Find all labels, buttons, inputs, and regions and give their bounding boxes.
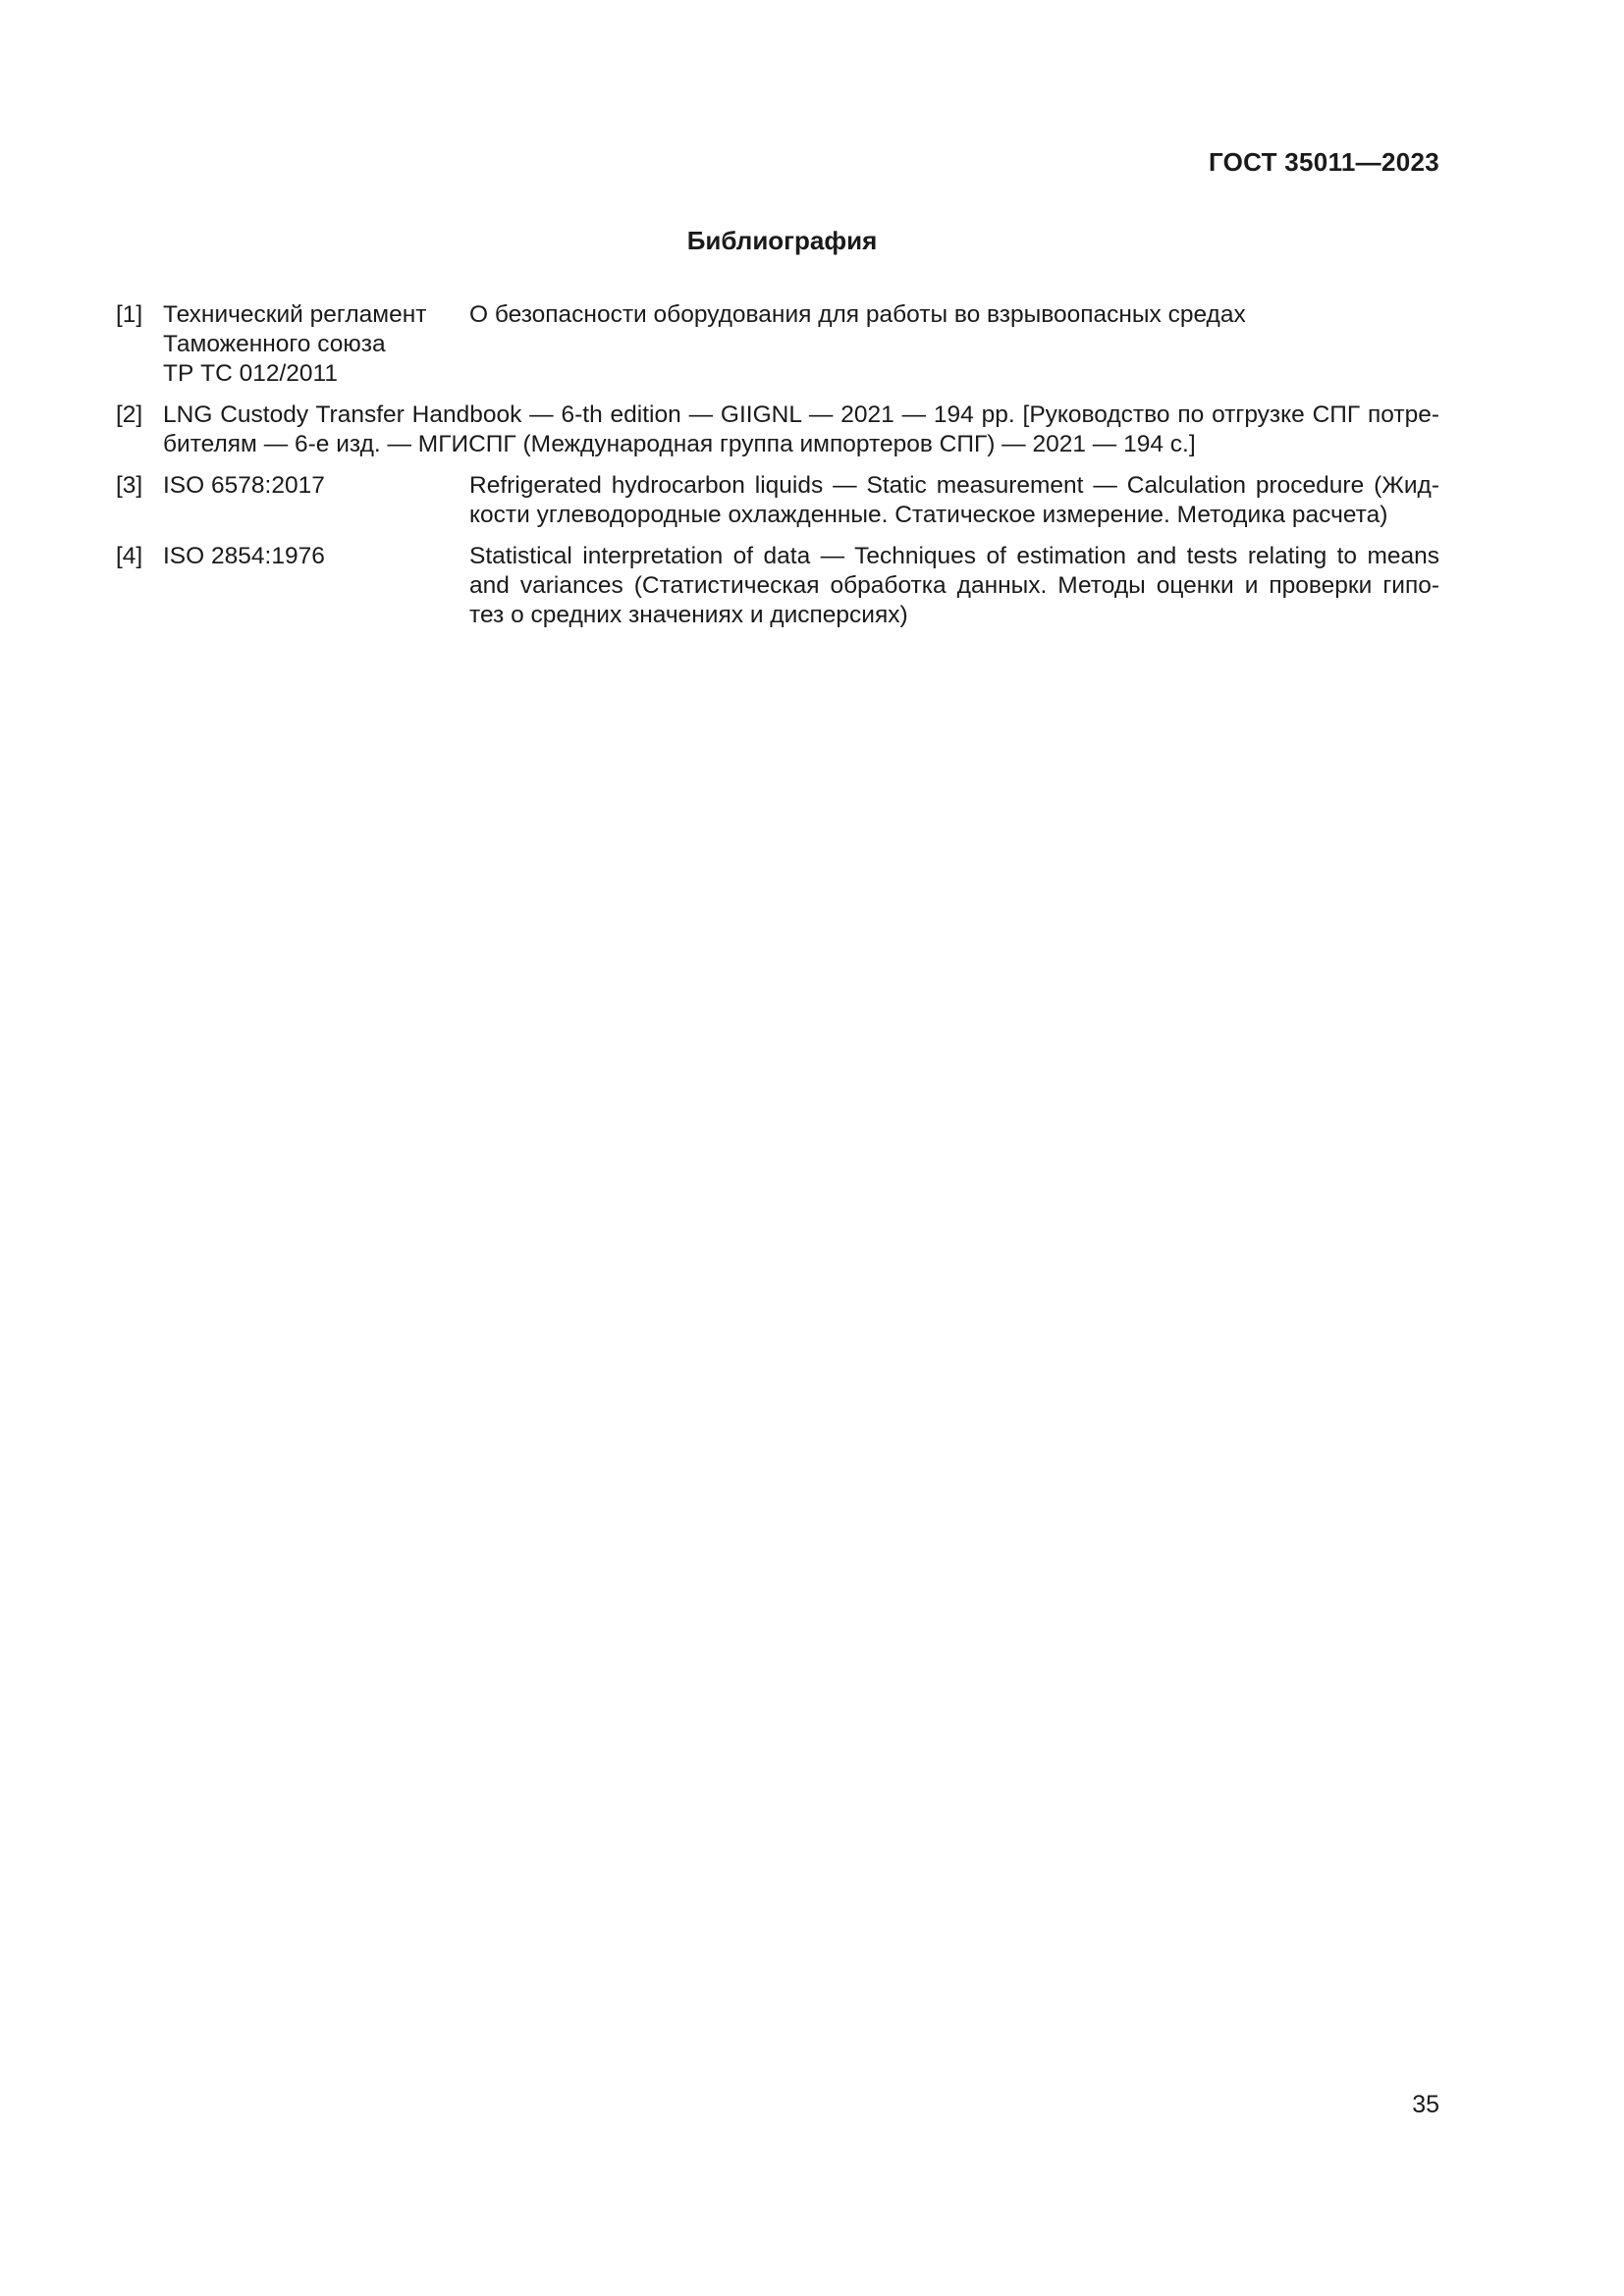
entry-description [469, 471, 1439, 530]
source-line: Технический регламент [163, 301, 427, 328]
bibliography-entry-1 [116, 300, 1439, 389]
description-line: Refrigerated hydrocarbon liquids — Static measurement — Calculation procedure (Жид- [469, 472, 1439, 499]
entry-source [163, 300, 458, 389]
entry-number: [2] [116, 401, 143, 428]
description-line: О безопасности оборудования для работы во взрывоопасных средах [469, 301, 1246, 328]
full-text-line: бителям — 6-е изд. — МГИСПГ (Международная группа импортеров СПГ) — 2021 — 194 с.] [163, 431, 1196, 457]
document-code: ГОСТ 35011—2023 [1208, 147, 1439, 177]
entry-source [163, 471, 458, 501]
section-title: Библиография [686, 226, 878, 255]
source-line: ISO 2854:1976 [163, 543, 325, 569]
source-line: ТР ТС 012/2011 [163, 360, 338, 387]
description-line: and variances (Статистическая обработка данных. Методы оценки и проверки гипо- [469, 572, 1439, 599]
source-line: Таможенного союза [163, 331, 386, 357]
page-number: 35 [1412, 2091, 1439, 2118]
entry-number: [4] [116, 543, 143, 569]
bibliography-entry-3 [116, 471, 1439, 530]
entry-full-text [163, 400, 1439, 459]
entry-description [469, 300, 1439, 330]
entry-number: [3] [116, 472, 143, 499]
bibliography-list [116, 300, 1439, 628]
bibliography-entry-2 [116, 400, 1439, 459]
description-line: Statistical interpretation of data — Techniques of estimation and tests relating to means [469, 543, 1439, 569]
entry-source [163, 542, 458, 571]
bibliography-entry-4 [116, 542, 1439, 628]
entry-number: [1] [116, 301, 143, 328]
entry-description [469, 542, 1439, 630]
full-text-line: LNG Custody Transfer Handbook — 6-th edition — GIIGNL — 2021 — 194 pp. [Руководство по отгрузке СПГ потре- [163, 401, 1439, 428]
source-line: ISO 6578:2017 [163, 472, 325, 499]
description-line: кости углеводородные охлажденные. Статическое измерение. Методика расчета) [469, 502, 1388, 528]
description-line: тез о средних значениях и дисперсиях) [469, 602, 908, 628]
